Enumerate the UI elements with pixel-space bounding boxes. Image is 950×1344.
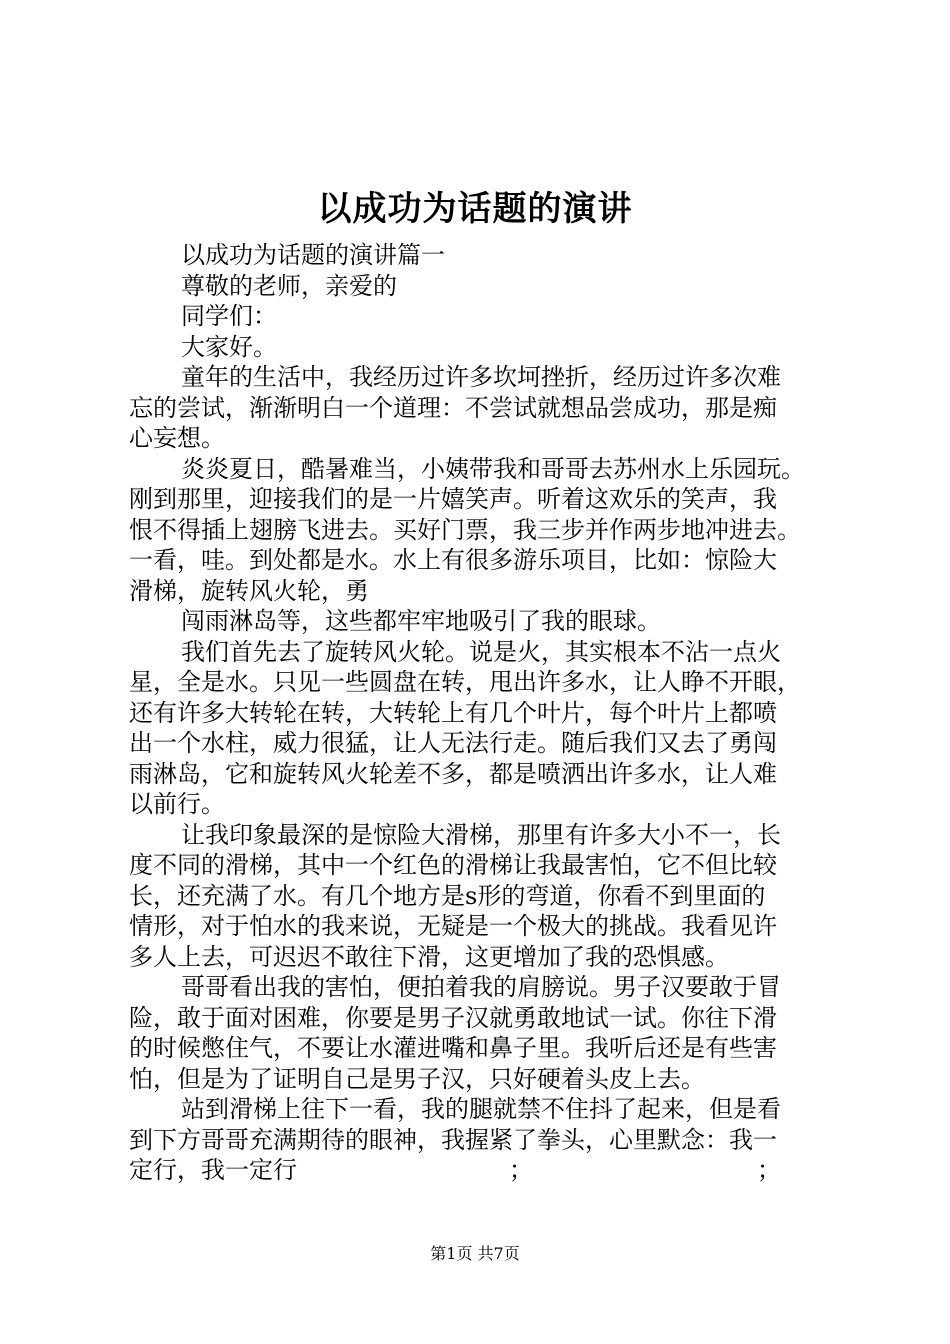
body-line: 炎炎夏日，酷暑难当，小姨带我和哥哥去苏州水上乐园玩。: [181, 454, 805, 483]
body-line: 怕，但是为了证明自己是男子汉，只好硬着头皮上去。: [129, 1064, 705, 1093]
body-line: 站到滑梯上往下一看，我的腿就禁不住抖了起来，但是看: [181, 1095, 781, 1123]
body-line: 险，敢于面对困难，你要是男子汉就勇敢地试一试。你往下滑: [129, 1003, 777, 1032]
document-title: 以成功为话题的演讲: [317, 189, 633, 229]
body-line: 心妄想。: [129, 424, 225, 452]
body-line: 长，还充满了水。有几个地方是s形的弯道，你看不到里面的: [129, 881, 766, 910]
body-line: 同学们：: [181, 302, 277, 330]
body-line: 大家好。: [181, 332, 277, 361]
body-line: 出一个水柱，威力很猛，让人无法行走。随后我们又去了勇闯: [129, 729, 777, 757]
body-line: 以成功为话题的演讲篇一: [181, 241, 445, 269]
body-line: 雨淋岛，它和旋转风火轮差不多，都是喷洒出许多水，让人难: [129, 759, 777, 788]
last-line-semicolon-end: ；: [757, 1156, 781, 1184]
document-body: [129, 240, 829, 1186]
body-line: 一看，哇。到处都是水。水上有很多游乐项目，比如：惊险大: [129, 546, 777, 574]
body-line: 闯雨淋岛等，这些都牢牢地吸引了我的眼球。: [181, 607, 661, 635]
last-line-text: 定行，我一定行: [129, 1156, 297, 1184]
body-line: 忘的尝试，渐渐明白一个道理：不尝试就想品尝成功，那是痴: [129, 393, 777, 422]
body-line: 的时候憋住气，不要让水灌进嘴和鼻子里。我听后还是有些害: [129, 1034, 777, 1062]
body-line: 刚到那里，迎接我们的是一片嬉笑声。听着这欢乐的笑声，我: [129, 485, 777, 513]
body-line: 滑梯，旋转风火轮，勇: [129, 576, 369, 605]
body-line: 星，全是水。只见一些圆盘在转，甩出许多水，让人睁不开眼，: [129, 668, 801, 696]
body-line: 尊敬的老师，亲爱的: [181, 271, 397, 300]
body-line: 还有许多大转轮在转，大转轮上有几个叶片，每个叶片上都喷: [129, 698, 777, 727]
body-line: 童年的生活中，我经历过许多坎坷挫折，经历过许多次难: [181, 363, 781, 391]
body-line: 哥哥看出我的害怕，便拍着我的肩膀说。男子汉要敢于冒: [181, 973, 781, 1001]
body-last-line: [129, 1155, 829, 1186]
body-line: 度不同的滑梯，其中一个红色的滑梯让我最害怕，它不但比较: [129, 851, 777, 879]
body-line: 我们首先去了旋转风火轮。说是火，其实根本不沾一点火: [181, 637, 781, 666]
body-line: 恨不得插上翅膀飞进去。买好门票，我三步并作两步地冲进去。: [129, 515, 801, 544]
body-line: 让我印象最深的是惊险大滑梯，那里有许多大小不一，长: [181, 820, 781, 849]
last-line-semicolon: ；: [509, 1156, 533, 1184]
body-line: 多人上去，可迟迟不敢往下滑，这更增加了我的恐惧感。: [129, 942, 729, 971]
body-line: 到下方哥哥充满期待的眼神，我握紧了拳头，心里默念：我一: [129, 1125, 777, 1154]
body-line: 情形，对于怕水的我来说，无疑是一个极大的挑战。我看见许: [129, 912, 777, 940]
page-footer: 第1页 共7页: [430, 1244, 520, 1263]
body-line: 以前行。: [129, 790, 225, 818]
